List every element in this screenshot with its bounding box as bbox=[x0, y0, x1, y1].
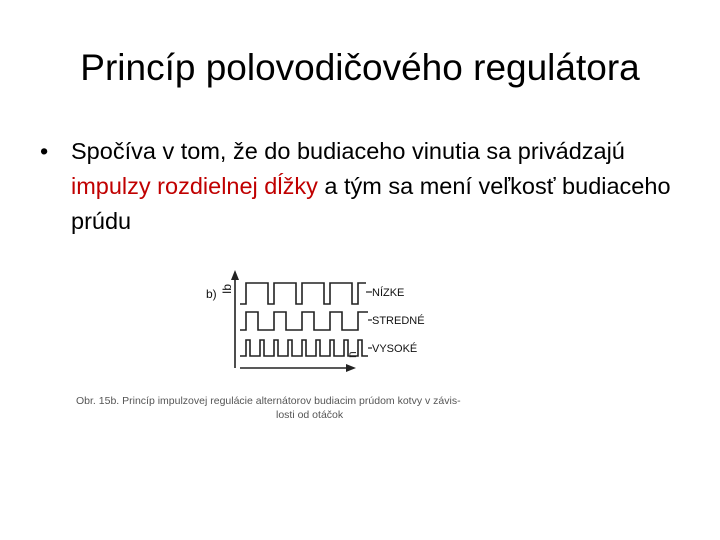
x-axis-label: n bbox=[345, 351, 359, 358]
bullet-text-end: a tým sa mení veľkosť budiaceho prúdu bbox=[71, 173, 671, 234]
pulse-row-low bbox=[240, 283, 366, 304]
pulse-diagram bbox=[70, 268, 610, 458]
bullet-text bbox=[71, 134, 680, 239]
x-axis-arrow bbox=[346, 364, 356, 372]
y-axis-label: Ib bbox=[220, 283, 234, 294]
y-axis-arrow bbox=[231, 270, 239, 280]
pulse-figure bbox=[70, 268, 610, 458]
bullet-item bbox=[40, 134, 680, 239]
pulse-row-high bbox=[240, 340, 368, 356]
panel-label: b) bbox=[206, 287, 217, 301]
figure-caption-line-2: losti od otáčok bbox=[276, 409, 344, 421]
row-label-low: NÍZKE bbox=[372, 287, 405, 299]
bullet-marker: • bbox=[40, 138, 49, 164]
row-label-high: VYSOKÉ bbox=[372, 343, 418, 355]
row-label-medium: STREDNÉ bbox=[372, 315, 425, 327]
bullet-text-start: Spočíva v tom, že do budiaceho vinutia sa privádzajú bbox=[71, 138, 625, 164]
pulse-row-medium bbox=[240, 312, 368, 330]
figure-caption-line-1: Obr. 15b. Princíp impulzovej regulácie alternátorov budiacim prúdom kotvy v závis- bbox=[76, 395, 461, 407]
bullet-highlight: impulzy rozdielnej dĺžky bbox=[71, 173, 318, 199]
slide-title: Princíp polovodičového regulátora bbox=[80, 47, 640, 88]
